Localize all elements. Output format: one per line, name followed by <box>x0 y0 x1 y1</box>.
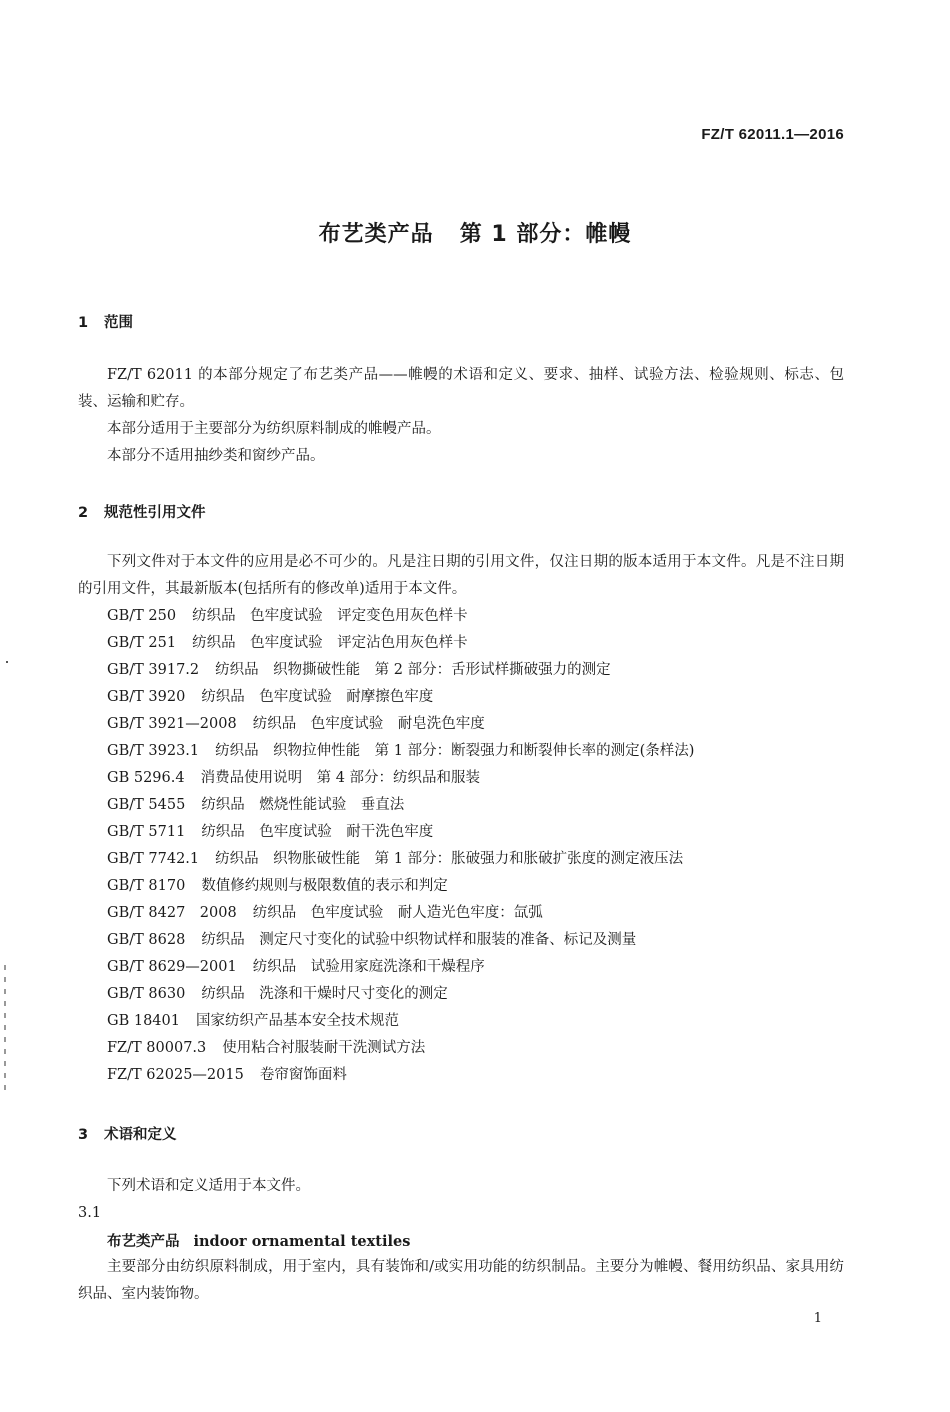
reference-code: GB/T 3917.2 <box>107 662 200 678</box>
section-number: 2 <box>78 505 89 521</box>
reference-title: 使用粘合衬服装耐干洗测试方法 <box>222 1040 426 1056</box>
reference-title: 数值修约规则与极限数值的表示和判定 <box>201 878 448 894</box>
reference-title: 消费品使用说明 第 4 部分：纺织品和服装 <box>200 770 481 786</box>
reference-item <box>107 792 694 819</box>
reference-code: GB/T 8628 <box>107 932 186 948</box>
reference-title: 纺织品 织物胀破性能 第 1 部分：胀破强力和胀破扩张度的测定液压法 <box>215 851 684 867</box>
scan-margin-marks <box>4 965 6 1090</box>
reference-code: GB/T 251 <box>107 635 177 651</box>
term-number: 3.1 <box>78 1205 102 1221</box>
reference-title: 纺织品 织物拉伸性能 第 1 部分：断裂强力和断裂伸长率的测定(条样法) <box>215 743 695 759</box>
scope-paragraph-1: FZ/T 62011 的本部分规定了布艺类产品——帷幔的术语和定义、要求、抽样、试验方法、检验规则、标志、包装、运输和贮存。 <box>78 367 844 410</box>
reference-code: GB/T 5711 <box>107 824 186 840</box>
page-number: 1 <box>813 1311 822 1326</box>
reference-item <box>107 711 694 738</box>
reference-title: 国家纺织产品基本安全技术规范 <box>195 1013 399 1029</box>
reference-code: GB/T 8170 <box>107 878 186 894</box>
term-heading <box>107 1228 410 1256</box>
reference-title: 纺织品 色牢度试验 耐干洗色牢度 <box>201 824 434 840</box>
reference-item <box>107 738 694 765</box>
reference-code: GB/T 3920 <box>107 689 186 705</box>
term-english: indoor ornamental textiles <box>193 1233 411 1250</box>
reference-code: GB/T 7742.1 <box>107 851 200 867</box>
reference-item <box>107 981 694 1008</box>
title-part: 第 1 部分：帷幔 <box>459 222 632 247</box>
term-definition: 主要部分由纺织原料制成，用于室内，具有装饰和/或实用功能的纺织制品。主要分为帷幔、餐用纺织品、家具用纺织品、室内装饰物。 <box>78 1259 844 1302</box>
reference-title: 纺织品 洗涤和干燥时尺寸变化的测定 <box>201 986 448 1002</box>
reference-item <box>107 846 694 873</box>
reference-item <box>107 954 694 981</box>
scope-paragraph-2: 本部分适用于主要部分为纺织原料制成的帷幔产品。 <box>107 421 441 437</box>
reference-item <box>107 684 694 711</box>
reference-code: GB/T 250 <box>107 608 177 624</box>
section-2-heading <box>78 501 206 522</box>
section-title: 范围 <box>104 315 133 331</box>
reference-item <box>107 819 694 846</box>
section-3-heading <box>78 1123 177 1144</box>
reference-title: 纺织品 色牢度试验 耐摩擦色牢度 <box>201 689 434 705</box>
term-chinese: 布艺类产品 <box>107 1234 180 1250</box>
title-main: 布艺类产品 <box>318 222 434 247</box>
document-title <box>0 217 950 248</box>
section-number: 1 <box>78 315 89 331</box>
standard-code: FZ/T 62011.1—2016 <box>701 126 844 143</box>
reference-title: 纺织品 色牢度试验 评定变色用灰色样卡 <box>192 608 468 624</box>
reference-title: 纺织品 燃烧性能试验 垂直法 <box>201 797 405 813</box>
reference-list <box>107 603 694 1089</box>
reference-item <box>107 603 694 630</box>
reference-item <box>107 630 694 657</box>
reference-item <box>107 765 694 792</box>
reference-item <box>107 900 694 927</box>
reference-title: 纺织品 织物撕破性能 第 2 部分：舌形试样撕破强力的测定 <box>215 662 611 678</box>
section-number: 3 <box>78 1127 89 1143</box>
reference-title: 纺织品 测定尺寸变化的试验中织物试样和服装的准备、标记及测量 <box>201 932 637 948</box>
reference-title: 纺织品 试验用家庭洗涤和干燥程序 <box>252 959 485 975</box>
reference-title: 卷帘窗饰面料 <box>259 1067 347 1083</box>
reference-title: 纺织品 色牢度试验 耐人造光色牢度：氙弧 <box>252 905 543 921</box>
reference-code: FZ/T 62025—2015 <box>107 1067 244 1083</box>
section-1-heading <box>78 311 133 332</box>
reference-item <box>107 873 694 900</box>
reference-title: 纺织品 色牢度试验 耐皂洗色牢度 <box>252 716 485 732</box>
reference-code: GB/T 5455 <box>107 797 186 813</box>
section-title: 规范性引用文件 <box>104 505 206 521</box>
scan-margin-dot <box>6 661 8 663</box>
reference-title: 纺织品 色牢度试验 评定沾色用灰色样卡 <box>192 635 468 651</box>
reference-code: GB 18401 <box>107 1013 180 1029</box>
reference-code: GB 5296.4 <box>107 770 185 786</box>
reference-item <box>107 1062 694 1089</box>
section-title: 术语和定义 <box>104 1127 177 1143</box>
reference-item <box>107 1035 694 1062</box>
reference-code: GB/T 3921—2008 <box>107 716 237 732</box>
references-intro: 下列文件对于本文件的应用是必不可少的。凡是注日期的引用文件，仅注日期的版本适用于本文件。凡是不注日期的引用文件，其最新版本(包括所有的修改单)适用于本文件。 <box>78 554 844 597</box>
terms-intro: 下列术语和定义适用于本文件。 <box>107 1178 310 1194</box>
scope-paragraph-3: 本部分不适用抽纱类和窗纱产品。 <box>107 448 325 464</box>
reference-code: GB/T 3923.1 <box>107 743 200 759</box>
reference-code: GB/T 8630 <box>107 986 186 1002</box>
reference-item <box>107 927 694 954</box>
reference-code: GB/T 8629—2001 <box>107 959 237 975</box>
reference-item <box>107 1008 694 1035</box>
reference-item <box>107 657 694 684</box>
reference-code: FZ/T 80007.3 <box>107 1040 207 1056</box>
reference-code: GB/T 8427 2008 <box>107 905 237 921</box>
